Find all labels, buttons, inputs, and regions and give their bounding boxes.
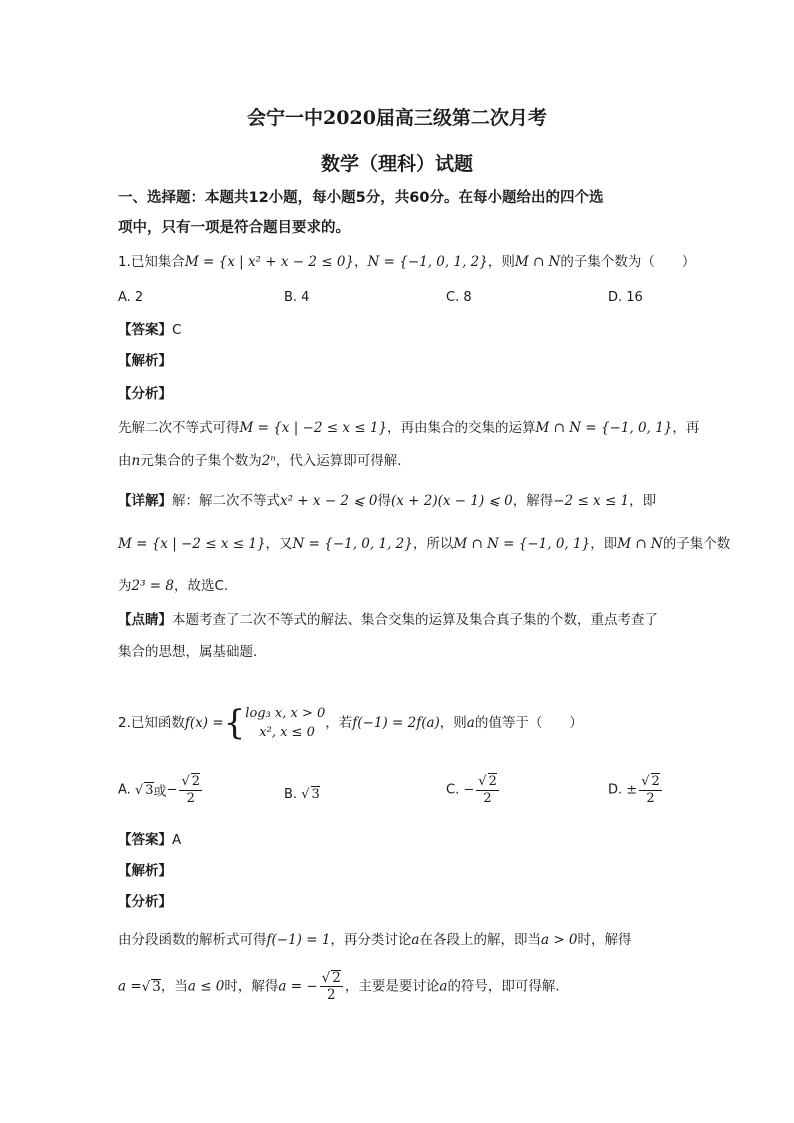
q2-an1-a: 由分段函数的解析式可得	[118, 932, 267, 948]
question-1-stem	[118, 253, 695, 271]
q1-point-tag: 【点睛】	[118, 612, 172, 628]
q2-option-a: A. √ 3或− $\frac{√ 2}{2}$	[118, 774, 201, 806]
q2-an1-m3: a > 0	[540, 932, 578, 948]
q2-case1: log₃ x, x > 0	[245, 706, 326, 721]
q2-ask: 的值等于（ ）	[474, 715, 583, 731]
q1-d2-a: ，又	[265, 536, 293, 552]
q2-jiexi-tag: 【解析】	[118, 863, 172, 879]
q2-answer-tag: 【答案】	[118, 832, 172, 848]
q2-case2: x², x ≤ 0	[259, 725, 315, 740]
q1-d1-m3: −2 ≤ x ≤ 1	[553, 493, 630, 509]
q1-an1-a: 先解二次不等式可得	[118, 420, 240, 436]
q2-fx: f(x) =	[184, 715, 224, 731]
q1-an1-b: ，再由集合的交集的运算	[387, 420, 536, 436]
q1-answer-value: C	[172, 322, 182, 338]
q1-then: ，则	[487, 254, 515, 270]
q1-an2-a: 由	[118, 453, 132, 469]
q2-an2-m1a: a =	[118, 978, 142, 995]
q2-opt-d-pm: ±	[626, 782, 638, 798]
q2-analysis-line1	[118, 931, 632, 949]
q1-d2-m3: M ∩ N = {−1, 0, 1}	[453, 536, 591, 552]
q2-opt-c-label: C.	[446, 782, 460, 798]
q1-d1-d: ，即	[629, 493, 657, 509]
q1-d3-m: 2³ = 8	[131, 578, 174, 594]
q1-point-line1	[118, 611, 658, 629]
q2-an1-d: 时，解得	[577, 932, 632, 948]
q2-analysis-line2: a =√ 3，当a ≤ 0时，解得a = − $\frac{√ 2}{2}$ ，主要是要讨论a的符号，即可得解.	[118, 970, 560, 1003]
q1-d1-m1: x² + x − 2 ⩽ 0	[280, 493, 378, 509]
q2-an1-m2: a	[411, 932, 420, 948]
q2-prefix: 2.已知函数	[118, 715, 185, 731]
q2-opt-a-minus: −	[166, 782, 178, 798]
q1-an1-m2: M ∩ N = {−1, 0, 1}	[535, 420, 673, 436]
q1-an2-m: 2ⁿ	[261, 453, 276, 469]
q2-an2-frac: $\frac{√ 2}{2}$	[321, 970, 341, 1003]
q2-an1-b: ，再分类讨论	[330, 932, 412, 948]
q2-opt-a-frac: $\frac{√ 2}{2}$	[181, 774, 201, 806]
q1-mn: M ∩ N	[514, 254, 561, 270]
q1-point-line2: 集合的思想，属基础题.	[118, 644, 258, 660]
q1-option-d: D. 16	[608, 290, 643, 305]
q1-d1-a: 解：解二次不等式	[172, 493, 280, 509]
q1-d1-m2: (x + 2)(x − 1) ⩽ 0	[391, 493, 513, 509]
q1-d2-m2: N = {−1, 0, 1, 2}	[292, 536, 413, 552]
q2-answer	[118, 831, 181, 849]
q2-opt-c-frac: $\frac{√ 2}{2}$	[478, 774, 497, 806]
q1-option-b: B. 4	[284, 290, 310, 305]
q2-an2-e: 的符号，即可得解.	[447, 978, 560, 995]
q2-option-b: B. √ 3	[284, 787, 320, 802]
q1-set-n: N = {−1, 0, 1, 2}	[367, 254, 488, 270]
q1-d2-b: ，所以	[412, 536, 454, 552]
page-subtitle: 数学（理科）试题	[320, 153, 473, 175]
q2-opt-b-label: B.	[284, 787, 298, 802]
q1-jiexi-tag: 【解析】	[118, 353, 172, 369]
q1-ask: 的子集个数为（ ）	[560, 254, 696, 270]
q1-detail-line3	[118, 577, 228, 595]
section-heading-line1: 一、选择题：本题共12小题，每小题5分，共60分。在每小题给出的四个选	[118, 190, 604, 206]
q2-then: ，则	[439, 715, 467, 731]
section-heading-line2: 项中，只有一项是符合题目要求的。	[118, 220, 350, 236]
q1-detail-tag: 【详解】	[118, 493, 172, 509]
q1-an2-b: 元集合的子集个数为	[140, 453, 262, 469]
q2-fenxi-tag: 【分析】	[118, 894, 172, 910]
q2-option-d	[608, 773, 664, 807]
q2-a: a	[466, 715, 475, 731]
q2-opt-d-frac: $\frac{√ 2}{2}$	[641, 774, 660, 806]
question-2-stem	[118, 704, 583, 742]
q2-opt-d-label: D.	[608, 782, 623, 798]
q2-an2-d: ，主要是要讨论	[344, 978, 440, 995]
q1-option-c: C. 8	[446, 290, 472, 305]
q1-d2-c: ，即	[590, 536, 618, 552]
page-title: 会宁一中2020届高三级第二次月考	[247, 107, 547, 129]
q2-an2-m3: a = −	[278, 978, 318, 995]
q2-opt-a-sqrt: 3	[145, 783, 154, 798]
q1-d2-d: 的子集个数	[662, 536, 731, 552]
q2-piecewise-cases	[245, 704, 325, 742]
q1-answer-tag: 【答案】	[118, 322, 172, 338]
q2-piecewise-brace: {	[223, 703, 246, 743]
q1-an1-c: ，再	[672, 420, 700, 436]
q2-an1-c: 在各段上的解，即当	[419, 932, 541, 948]
q2-opt-a-or: 或	[153, 784, 167, 800]
q1-prefix: 1.已知集合	[118, 254, 185, 270]
q2-an2-b: ，当	[160, 978, 188, 995]
q1-d3-b: ，故选C.	[173, 578, 229, 594]
q1-d1-b: 得	[377, 493, 391, 509]
q2-option-c	[446, 773, 501, 807]
q2-an1-m1: f(−1) = 1	[266, 932, 331, 948]
q2-an2-m2: a ≤ 0	[187, 978, 225, 995]
q2-an2-m4: a	[439, 978, 448, 995]
q2-opt-a-label: A.	[118, 782, 131, 798]
q1-answer	[118, 321, 181, 339]
q2-cond: f(−1) = 2f(a)	[352, 715, 440, 731]
q1-d3-a: 为	[118, 578, 132, 594]
q1-an1-m1: M = {x | −2 ≤ x ≤ 1}	[239, 420, 388, 436]
q1-detail-line2	[118, 535, 730, 553]
q2-an2-sqrt: 3	[152, 978, 161, 995]
q1-set-m: M = {x | x² + x − 2 ≤ 0}	[184, 254, 355, 270]
q1-detail-line1	[118, 492, 656, 510]
q1-d2-m4: M ∩ N	[617, 536, 663, 552]
q1-an2-c: ，代入运算即可得解.	[275, 453, 402, 469]
q1-fenxi-tag: 【分析】	[118, 386, 172, 402]
q2-an2-c: 时，解得	[224, 978, 279, 995]
q2-opt-b-sqrt: 3	[311, 787, 320, 802]
q1-comma: ，	[354, 254, 368, 270]
q1-point-l1: 本题考查了二次不等式的解法、集合交集的运算及集合真子集的个数，重点考查了	[172, 612, 658, 628]
q1-d1-c: ，解得	[512, 493, 554, 509]
q1-option-a: A. 2	[118, 290, 144, 305]
q2-if: ，若	[325, 715, 353, 731]
q2-opt-c-minus: −	[463, 782, 475, 798]
q1-analysis-line1	[118, 419, 699, 437]
q1-d2-m1: M = {x | −2 ≤ x ≤ 1}	[118, 536, 266, 552]
q1-analysis-line2	[118, 452, 402, 470]
q1-an2-n: n	[131, 453, 141, 469]
q2-answer-value: A	[172, 832, 182, 848]
